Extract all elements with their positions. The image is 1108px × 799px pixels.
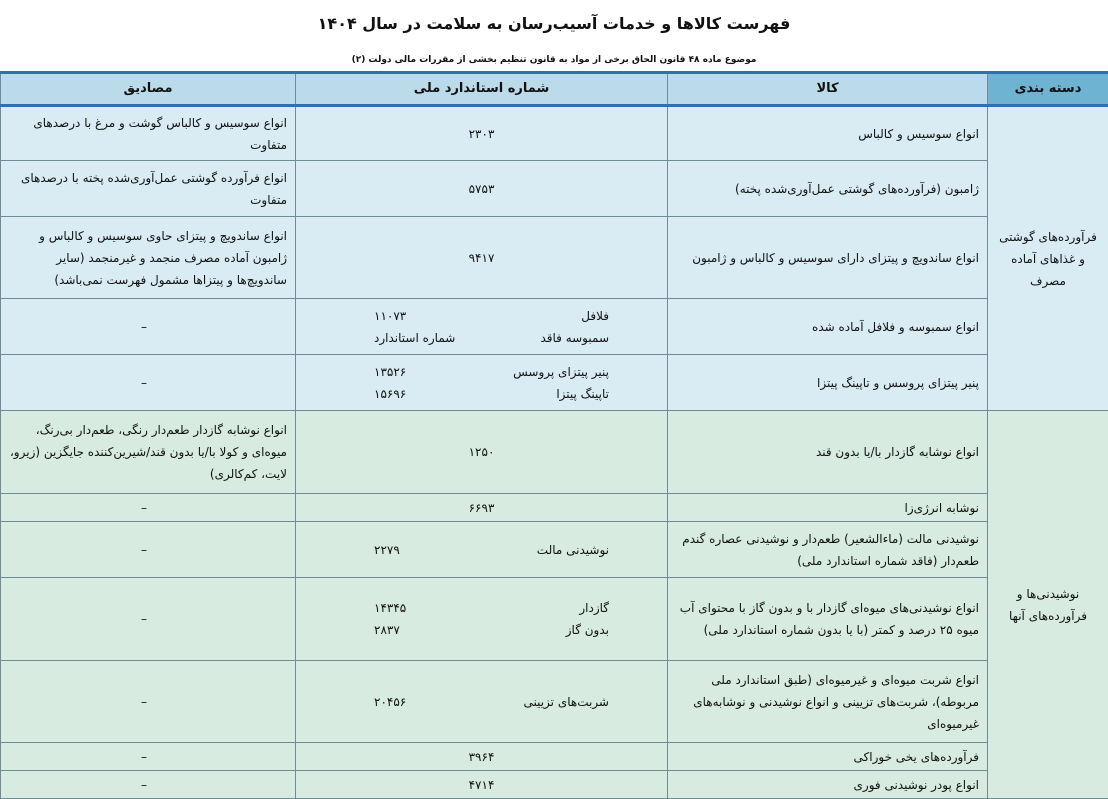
goods-cell: انواع شربت میوه‌ای و غیرمیوه‌ای (طبق استاندارد ملی مربوطه)، شربت‌های تزیینی و انواع نوشیدنی و نوشابه‌های غیرمیوه‌ای (668, 661, 988, 743)
sub-label: نوشیدنی مالت (461, 539, 659, 561)
examples-cell: انواع سوسیس و کالباس گوشت و مرغ با درصدهای متفاوت (1, 106, 296, 161)
table-row (1, 299, 1108, 355)
sub-value: ۱۵۶۹۶ (304, 383, 452, 405)
table-row (1, 217, 1108, 299)
standard-cell (296, 578, 668, 661)
examples-cell: – (1, 578, 296, 661)
sub-label: شربت‌های تزیینی (458, 691, 659, 713)
examples-cell: – (1, 355, 296, 411)
standard-cell (296, 299, 668, 355)
standard-cell: ۱۲۵۰ (296, 411, 668, 494)
examples-cell: – (1, 494, 296, 522)
sub-value: ۲۸۳۷ (304, 619, 489, 641)
examples-cell: – (1, 743, 296, 771)
page-title: فهرست کالاها و خدمات آسیب‌رسان به سلامت در سال ۱۴۰۴ (0, 14, 1108, 33)
sub-label: پنیر پیتزای پروسس (452, 361, 659, 383)
table-row (1, 355, 1108, 411)
examples-cell: انواع فرآورده گوشتی عمل‌آوری‌شده پخته با درصدهای متفاوت (1, 161, 296, 217)
header-category: دسته بندی (988, 73, 1108, 106)
goods-cell: ژامبون (فرآورده‌های گوشتی عمل‌آوری‌شده پخته) (668, 161, 988, 217)
table-row (1, 661, 1108, 743)
standard-cell: ۲۳۰۳ (296, 106, 668, 161)
table-header-row (1, 73, 1108, 106)
goods-cell: نوشیدنی مالت (ماءالشعیر) طعم‌دار و نوشیدنی عصاره گندم طعم‌دار (فاقد شماره استاندارد ملی) (668, 522, 988, 578)
goods-cell: فرآورده‌های یخی خوراکی (668, 743, 988, 771)
goods-cell: انواع نوشیدنی‌های میوه‌ای گازدار با و بدون گاز با محتوای آب میوه ۲۵ درصد و کمتر (با یا بدون شماره استاندارد ملی) (668, 578, 988, 661)
standard-cell: ۴۷۱۴ (296, 771, 668, 799)
examples-cell: – (1, 661, 296, 743)
sub-value: شماره استاندارد (304, 327, 502, 349)
goods-cell: انواع پودر نوشیدنی فوری (668, 771, 988, 799)
sub-label: گازدار (489, 597, 659, 619)
header-standard: شماره استاندارد ملی (296, 73, 668, 106)
sub-value: ۲۲۷۹ (304, 539, 461, 561)
table-row (1, 161, 1108, 217)
examples-cell: انواع نوشابه گازدار طعم‌دار رنگی، طعم‌دار بی‌رنگ، میوه‌ای و کولا با/یا بدون قند/شیرین‌کننده جایگزین (زیرو، لایت، کم‌کالری) (1, 411, 296, 494)
sub-label: تاپینگ پیتزا (452, 383, 659, 405)
table-row (1, 411, 1108, 494)
standard-cell (296, 522, 668, 578)
goods-cell: انواع نوشابه گازدار با/یا بدون قند (668, 411, 988, 494)
category-drinks: نوشیدنی‌ها و فرآورده‌های آنها (988, 411, 1108, 799)
standard-cell: ۳۹۶۴ (296, 743, 668, 771)
header-goods: کالا (668, 73, 988, 106)
sub-value: ۲۰۴۵۶ (304, 691, 458, 713)
examples-cell: – (1, 522, 296, 578)
goods-table (0, 71, 1108, 799)
standard-cell (296, 355, 668, 411)
sub-label: فلافل (502, 305, 659, 327)
sub-value: ۱۳۵۲۶ (304, 361, 452, 383)
table-row (1, 743, 1108, 771)
sub-value: ۱۱۰۷۳ (304, 305, 502, 327)
standard-cell: ۹۴۱۷ (296, 217, 668, 299)
sub-label: بدون گاز (489, 619, 659, 641)
table-row (1, 494, 1108, 522)
sub-label: سمبوسه فاقد (502, 327, 659, 349)
goods-cell: نوشابه انرژی‌زا (668, 494, 988, 522)
table-row (1, 522, 1108, 578)
goods-cell: انواع ساندویچ و پیتزای دارای سوسیس و کالباس و ژامبون (668, 217, 988, 299)
goods-cell: انواع سوسیس و کالباس (668, 106, 988, 161)
header-examples: مصادیق (1, 73, 296, 106)
standard-cell: ۶۶۹۳ (296, 494, 668, 522)
examples-cell: – (1, 771, 296, 799)
table-row (1, 578, 1108, 661)
goods-cell: انواع سمبوسه و فلافل آماده شده (668, 299, 988, 355)
goods-cell: پنیر پیتزای پروسس و تاپینگ پیتزا (668, 355, 988, 411)
table-row (1, 106, 1108, 161)
examples-cell: انواع ساندویچ و پیتزای حاوی سوسیس و کالباس و ژامبون آماده مصرف منجمد و غیرمنجمد (سایر ساندویچ‌ها و پیتزاها مشمول فهرست نمی‌باشد) (1, 217, 296, 299)
examples-cell: – (1, 299, 296, 355)
standard-cell (296, 661, 668, 743)
standard-cell: ۵۷۵۳ (296, 161, 668, 217)
sub-value: ۱۴۳۴۵ (304, 597, 489, 619)
page-subtitle: موضوع ماده ۴۸ قانون الحاق برخی از مواد به قانون تنظیم بخشی از مقررات مالی دولت (۲) (0, 55, 1108, 65)
category-meat: فرآورده‌های گوشتی و غذاهای آماده مصرف (988, 106, 1108, 411)
table-row (1, 771, 1108, 799)
